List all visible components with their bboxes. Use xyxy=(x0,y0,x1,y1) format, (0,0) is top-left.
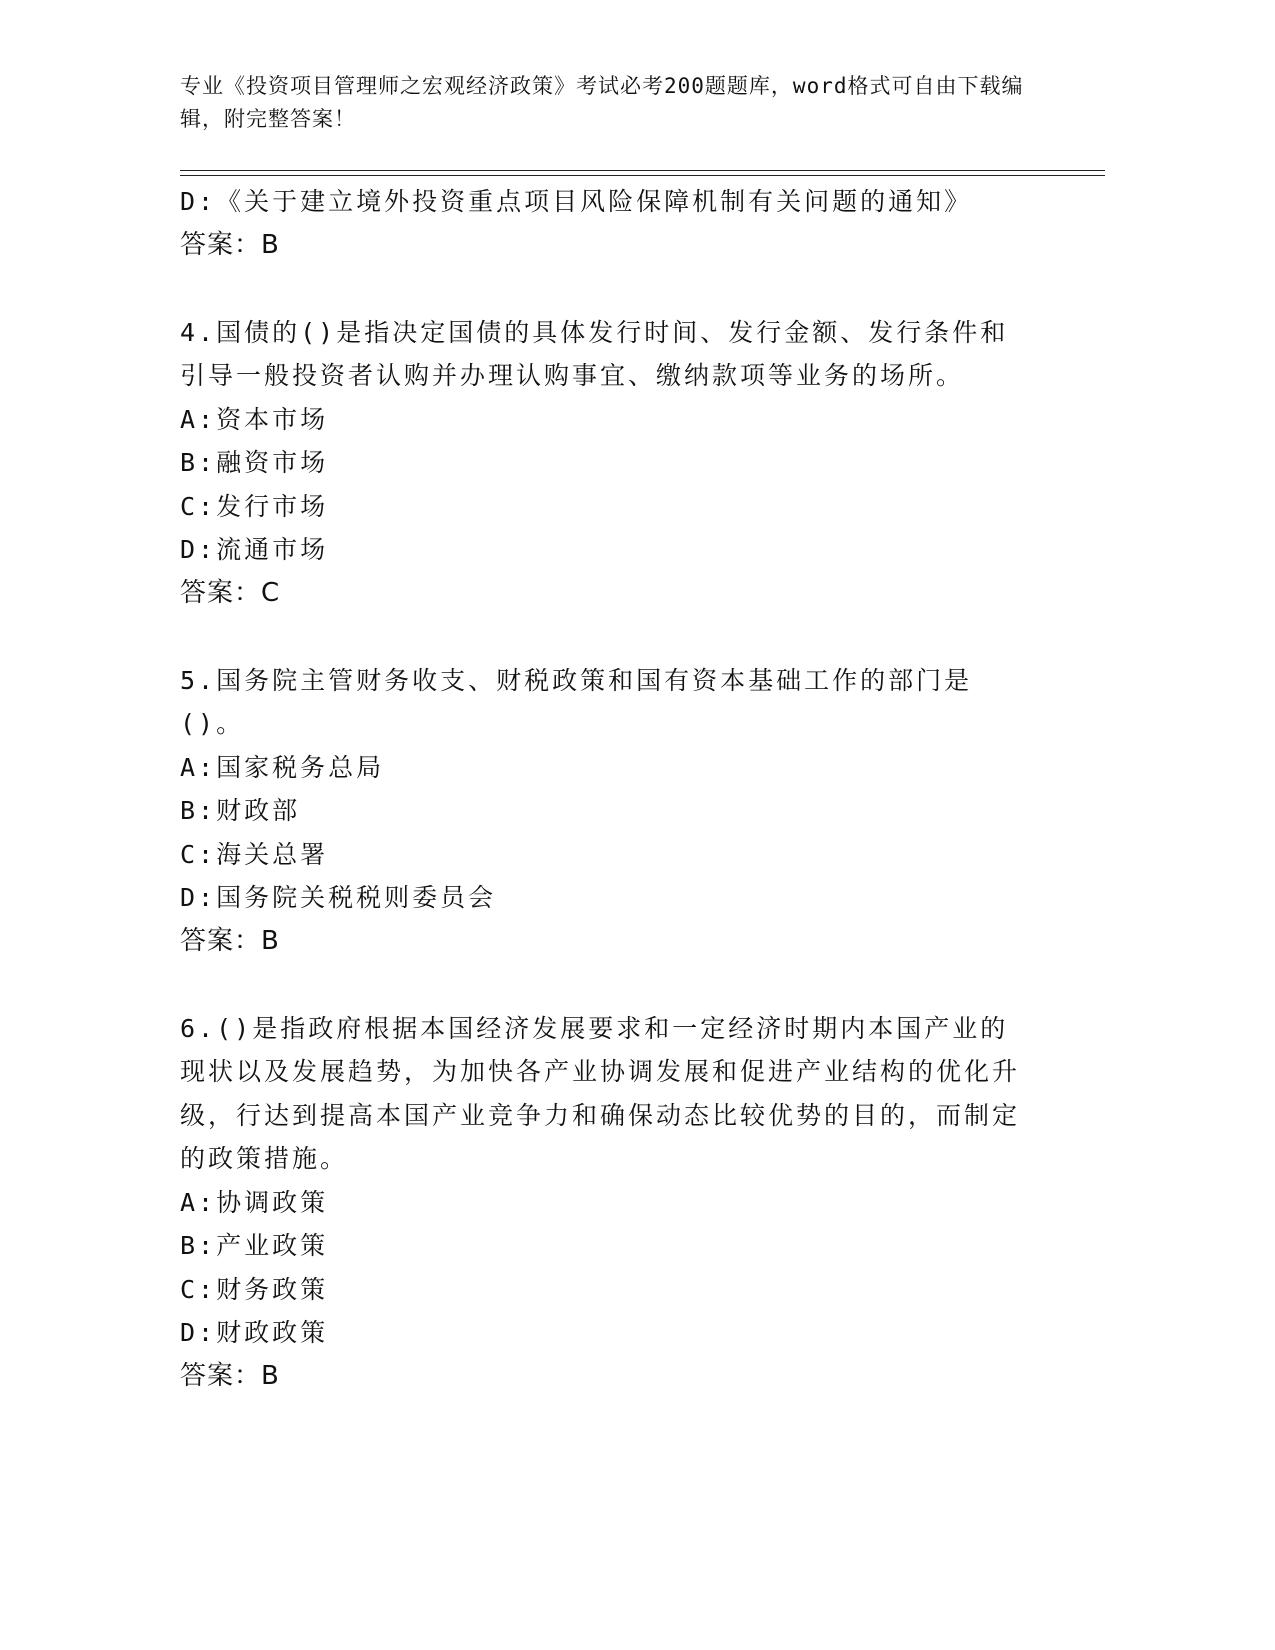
option-d: D:流通市场 xyxy=(180,535,329,564)
question-answer: 答案：C xyxy=(180,577,281,608)
question-stem: 6.()是指政府根据本国经济发展要求和一定经济时期内本国产业的现状以及发展趋势，为加快各产业协调发展和促进产业结构的优化升级，行达到提高本国产业竞争力和确保动态比较优势的目的，而制定的政策措施。 xyxy=(180,1013,1021,1173)
option-c: C:发行市场 xyxy=(180,491,329,521)
question-answer: 答案：B xyxy=(180,1360,280,1391)
spacer xyxy=(180,615,1020,659)
option-a: A:资本市场 xyxy=(180,404,329,434)
header-divider-bottom xyxy=(180,175,1105,176)
question-list xyxy=(180,180,1020,1398)
question-stem: 4.国债的()是指决定国债的具体发行时间、发行金额、发行条件和引导一般投资者认购并办理认购事宜、缴纳款项等业务的场所。 xyxy=(180,317,1009,390)
option-d: D:财政政策 xyxy=(180,1318,329,1347)
prev-question-answer: 答案：B xyxy=(180,229,280,260)
option-b: B:融资市场 xyxy=(180,448,329,477)
option-b: B:财政部 xyxy=(180,796,301,825)
option-a: A:协调政策 xyxy=(180,1187,329,1217)
question-stem: 5.国务院主管财务收支、财税政策和国有资本基础工作的部门是()。 xyxy=(180,665,973,738)
header-divider-top xyxy=(180,170,1105,171)
spacer xyxy=(180,963,1020,1007)
question-5 xyxy=(180,659,1020,964)
option-c: C:财务政策 xyxy=(180,1274,329,1304)
option-d: D:国务院关税税则委员会 xyxy=(180,883,497,912)
document-header xyxy=(180,70,1040,136)
prev-question-option-d: D:《关于建立境外投资重点项目风险保障机制有关问题的通知》 xyxy=(180,187,973,216)
option-b: B:产业政策 xyxy=(180,1231,329,1260)
option-a: A:国家税务总局 xyxy=(180,752,385,782)
question-4 xyxy=(180,311,1020,616)
header-intro-text: 专业《投资项目管理师之宏观经济政策》考试必考200题题库，word格式可自由下载编辑，附完整答案！ xyxy=(180,74,1024,131)
option-c: C:海关总署 xyxy=(180,839,329,869)
spacer xyxy=(180,267,1020,311)
question-6 xyxy=(180,1007,1020,1399)
question-answer: 答案：B xyxy=(180,925,280,956)
